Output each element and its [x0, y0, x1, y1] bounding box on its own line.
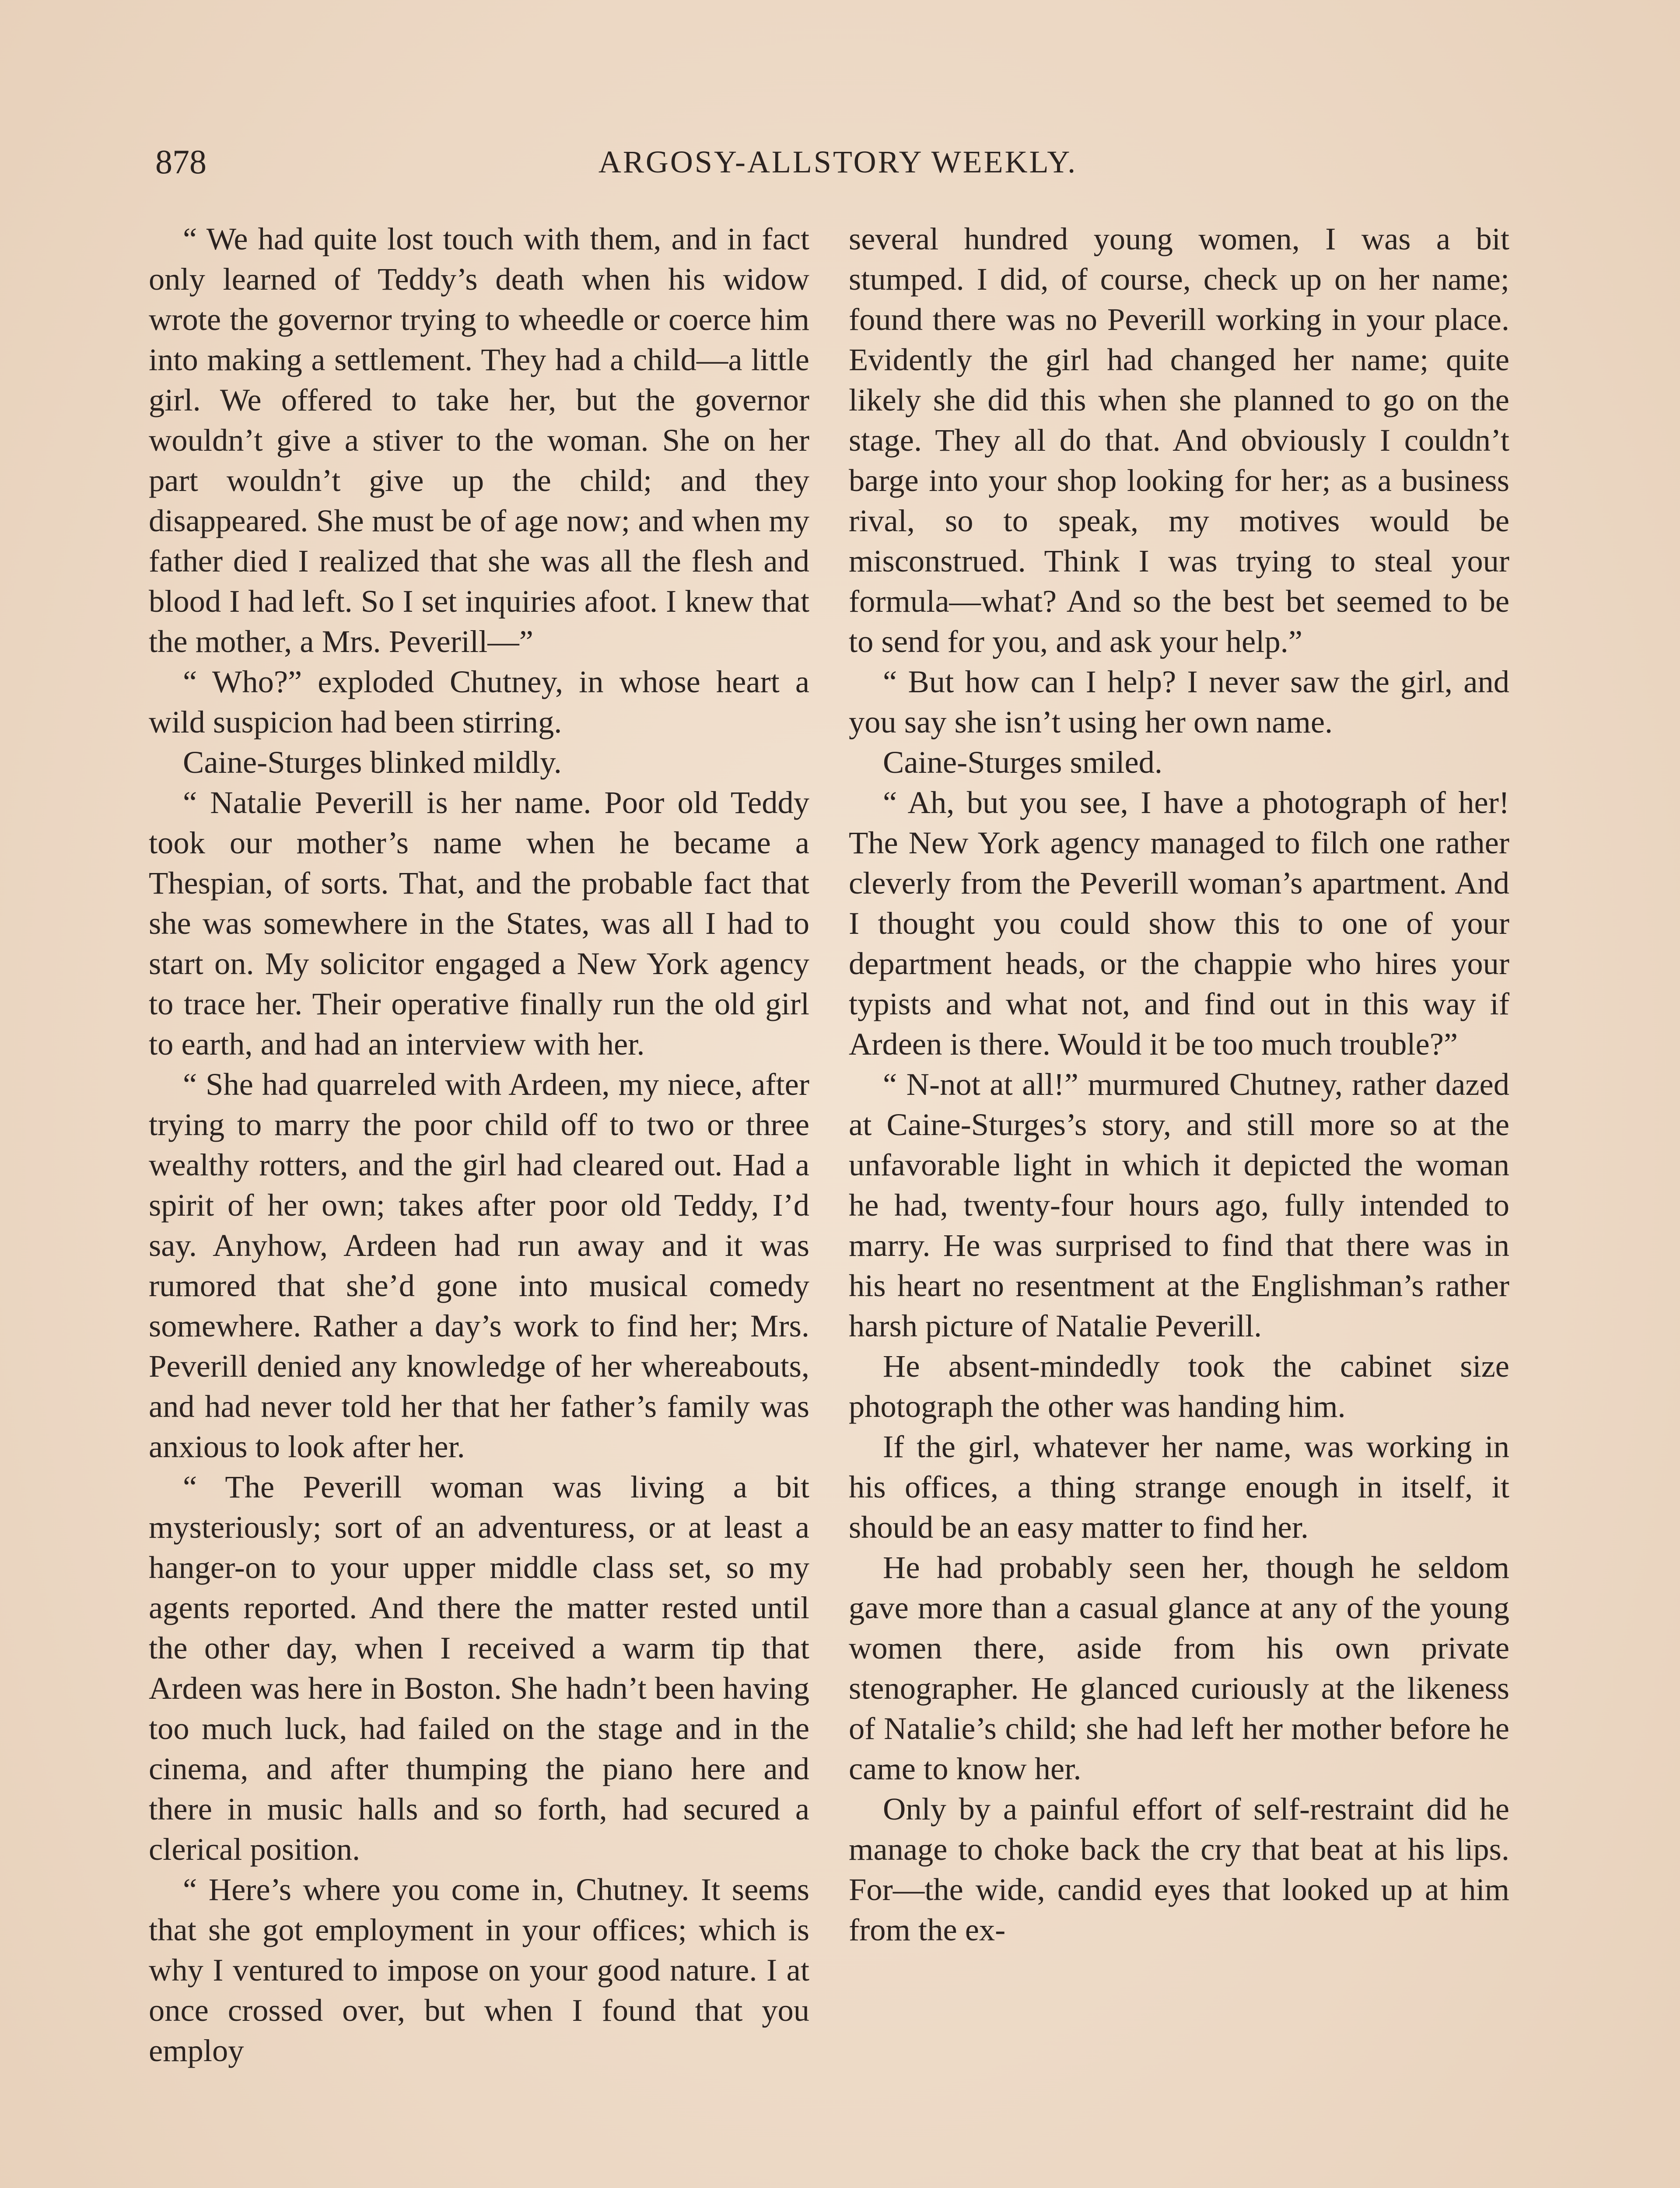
right-column: [849, 219, 1509, 1950]
paragraph: “ But how can I help? I never saw the girl, and you say she isn’t using her own name.: [849, 664, 1509, 740]
paragraph: Caine-Sturges blinked mildly.: [183, 744, 562, 780]
running-title: ARGOSY-ALLSTORY WEEKLY.: [598, 144, 1078, 179]
page-header: [155, 140, 1520, 188]
paragraph: If the girl, whatever her name, was working in his offices, a thing strange enough in itself, it should be an easy matter to find her.: [849, 1429, 1509, 1545]
page-number: 878: [155, 143, 206, 181]
paragraph: “ Here’s where you come in, Chutney. It seems that she got employment in your offices; which is why I ventured to impose on your good nature. I at once crossed over, but when I found that you employ: [149, 1872, 809, 2068]
paragraph: “ Natalie Peverill is her name. Poor old Teddy took our mother’s name when he became a Thespian, of sorts. That, and the probable fact that she was somewhere in the States, was all I had to start on. My solicitor engaged a New York agency to trace her. Their operative finally run the old girl to earth, and had an interview with her.: [149, 785, 809, 1062]
paragraph: Only by a painful effort of self-restraint did he manage to choke back the cry that beat at his lips. For—the wide, candid eyes that looked up at him from the ex-: [849, 1791, 1509, 1947]
paragraph: “ We had quite lost touch with them, and in fact only learned of Teddy’s death when his widow wrote the governor trying to wheedle or coerce him into making a settlement. They had a child—a little girl. We offered to take her, but the governor wouldn’t give a stiver to the woman. She on her part wouldn’t give up the child; and they disappeared. She must be of age now; and when my father died I realized that she was all the flesh and blood I had left. So I set inquiries afoot. I knew that the mother, a Mrs. Peverill—”: [149, 221, 809, 659]
paragraph: Caine-Sturges smiled.: [883, 744, 1163, 780]
paragraph: “ Who?” exploded Chutney, in whose heart a wild suspicion had been stirring.: [149, 664, 809, 740]
paragraph: “ N-not at all!” murmured Chutney, rather dazed at Caine-Sturges’s story, and still more so at the unfavorable light in which it depicted the woman he had, twenty-four hours ago, fully intended to marry. He was surprised to find that there was in his heart no resentment at the Englishman’s rather harsh picture of Natalie Peverill.: [849, 1066, 1509, 1343]
left-column: [149, 219, 809, 2071]
paragraph: “ She had quarreled with Ardeen, my niece, after trying to marry the poor child off to two or three wealthy rotters, and the girl had cleared out. Had a spirit of her own; takes after poor old Teddy, I’d say. Anyhow, Ardeen had run away and it was rumored that she’d gone into musical comedy somewhere. Rather a day’s work to find her; Mrs. Peverill denied any knowledge of her whereabouts, and had never told her that her father’s family was anxious to look after her.: [149, 1066, 809, 1464]
paragraph: He absent-mindedly took the cabinet size photograph the other was handing him.: [849, 1348, 1509, 1424]
paragraph: “ Ah, but you see, I have a photograph of her! The New York agency managed to filch one rather cleverly from the Peverill woman’s apartment. And I thought you could show this to one of your department heads, or the chappie who hires your typists and what not, and find out in this way if Ardeen is there. Would it be too much trouble?”: [849, 785, 1509, 1062]
paragraph: “ The Peverill woman was living a bit mysteriously; sort of an adventuress, or at least a hanger-on to your upper middle class set, so my agents reported. And there the matter rested until the other day, when I received a warm tip that Ardeen was here in Boston. She hadn’t been having too much luck, had failed on the stage and in the cinema, and after thumping the piano here and there in music halls and so forth, had secured a clerical position.: [149, 1469, 809, 1867]
paragraph: several hundred young women, I was a bit stumped. I did, of course, check up on her name; found there was no Peverill working in your place. Evidently the girl had changed her name; quite likely she did this when she planned to go on the stage. They all do that. And obviously I couldn’t barge into your shop looking for her; as a business rival, so to speak, my motives would be misconstrued. Think I was trying to steal your formula—what? And so the best bet seemed to be to send for you, and ask your help.”: [849, 221, 1509, 659]
paragraph: He had probably seen her, though he seldom gave more than a casual glance at any of the young women there, aside from his own private stenographer. He glanced curiously at the likeness of Natalie’s child; she had left her mother before he came to know her.: [849, 1550, 1509, 1786]
